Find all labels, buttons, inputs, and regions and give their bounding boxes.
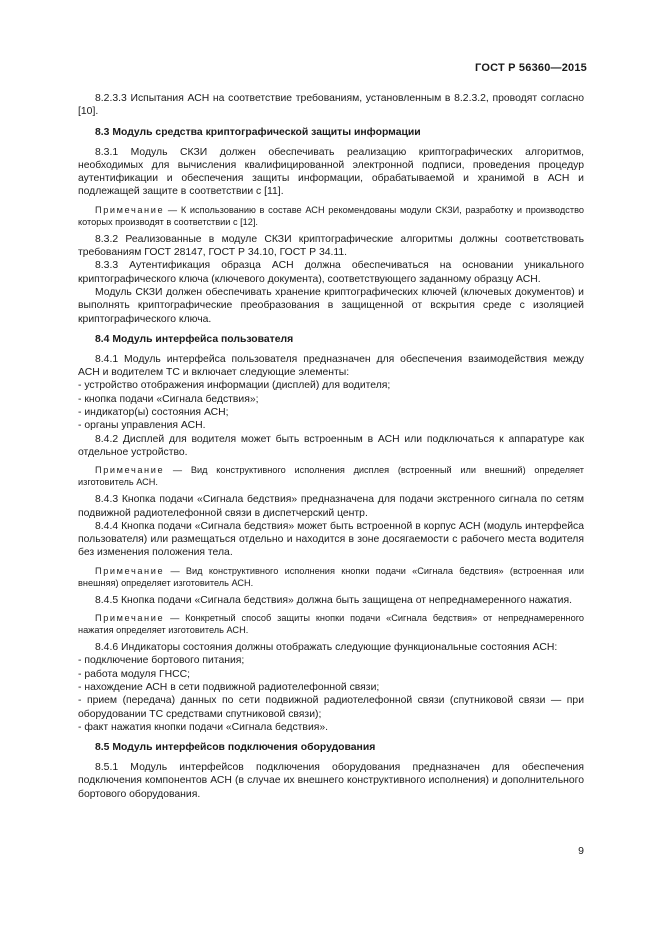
section-heading-8-3: 8.3 Модуль средства криптографической защиты информации: [95, 126, 421, 138]
paragraph-8-4-2: 8.4.2 Дисплей для водителя может быть встроенным в АСН или подключаться к аппаратуре как отдельное устройство.: [78, 433, 584, 458]
paragraph-skzi-storage: Модуль СКЗИ должен обеспечивать хранение криптографических ключей (ключевых документов) и выполнять криптографические преобразования в защищенной от вскрытия среде с изоляцией криптографического ключа.: [78, 286, 584, 325]
paragraph-8-4-5: 8.4.5 Кнопка подачи «Сигнала бедствия» должна быть защищена от непреднамеренного нажатия.: [95, 594, 572, 606]
paragraph-8-4-4: 8.4.4 Кнопка подачи «Сигнала бедствия» может быть встроенной в корпус АСН (модуль интерфейса пользователя) или размещаться отдельно и находится в зоне досягаемости с рабочего места водителя без изменения положения тела.: [78, 520, 584, 559]
note-text: — К использованию в составе АСН рекомендованы модули СКЗИ, разработку и производство которых производят в соответствии с [12].: [78, 204, 584, 227]
paragraph-8-4-6: 8.4.6 Индикаторы состояния должны отображать следующие функциональные состояния АСН:: [95, 642, 558, 654]
paragraph-8-3-3: 8.3.3 Аутентификация образца АСН должна обеспечиваться на основании уникального криптографического ключа (ключевого документа), соответствующего заданному образцу АСН.: [78, 260, 584, 285]
list-item: - прием (передача) данных по сети подвижной радиотелефонной связи (спутниковой связи — при оборудовании ТС средствами спутниковой связи);: [78, 695, 584, 720]
note-1: [78, 204, 584, 228]
note-label: Примечание: [95, 204, 165, 215]
list-item: - работа модуля ГНСС;: [78, 668, 191, 680]
paragraph-8-4-3: 8.4.3 Кнопка подачи «Сигнала бедствия» предназначена для подачи экстренного сигнала по сетям подвижной радиотелефонной связи в диспетчерский центр.: [78, 494, 584, 519]
note-text: — Вид конструктивного исполнения кнопки подачи «Сигнала бедствия» (встроенная или внешняя) определяет изготовитель АСН.: [78, 565, 584, 588]
note-4: [78, 612, 584, 636]
note-text: — Вид конструктивного исполнения дисплея (встроенный или внешний) определяет изготовитель АСН.: [78, 465, 584, 488]
list-item: - факт нажатия кнопки подачи «Сигнала бедствия».: [78, 721, 329, 733]
note-label: Примечание: [95, 565, 165, 576]
note-2: [78, 464, 584, 488]
note-text: — Конкретный способ защиты кнопки подачи «Сигнала бедствия» от непреднамеренного нажатия определяет изготовитель АСН.: [78, 613, 584, 636]
note-label: Примечание: [95, 465, 165, 476]
note-3: [78, 565, 584, 589]
paragraph-8-3-1: 8.3.1 Модуль СКЗИ должен обеспечивать реализацию криптографических алгоритмов, необходимых для вычисления квалифицированной электронной подписи, проведения процедур аутентификации и обеспечения защиты информации, обрабатываемой и хранимой в АСН и подлежащей защите в соответствии с [11].: [78, 146, 584, 198]
note-label: Примечание: [95, 613, 165, 624]
document-header: ГОСТ Р 56360—2015: [475, 62, 587, 74]
section-heading-8-4: 8.4 Модуль интерфейса пользователя: [95, 333, 294, 345]
list-item: - нахождение АСН в сети подвижной радиотелефонной связи;: [78, 681, 380, 693]
list-item: - органы управления АСН.: [78, 420, 206, 432]
paragraph-8-5-1: 8.5.1 Модуль интерфейсов подключения оборудования предназначен для обеспечения подключения компонентов АСН (в случае их внешнего конструктивного исполнения) и дополнительного бортового оборудования.: [78, 762, 584, 800]
list-item: - устройство отображения информации (дисплей) для водителя;: [78, 380, 391, 392]
paragraph-8-2-3-3: 8.2.3.3 Испытания АСН на соответствие требованиям, установленным в 8.2.3.2, проводят согласно [10].: [78, 93, 584, 118]
document-body: [78, 92, 584, 801]
list-item: - подключение бортового питания;: [78, 655, 245, 667]
section-heading-8-5: 8.5 Модуль интерфейсов подключения оборудования: [95, 742, 376, 754]
paragraph-8-4-1: 8.4.1 Модуль интерфейса пользователя предназначен для обеспечения взаимодействия между АСН и водителем ТС и включает следующие элементы:: [78, 353, 584, 379]
page-number: 9: [578, 845, 584, 857]
list-item: - кнопка подачи «Сигнала бедствия»;: [78, 393, 259, 405]
list-item: - индикатор(ы) состояния АСН;: [78, 407, 229, 419]
paragraph-8-3-2: 8.3.2 Реализованные в модуле СКЗИ криптографические алгоритмы должны соответствовать требованиям ГОСТ 28147, ГОСТ Р 34.10, ГОСТ Р 34.11.: [78, 233, 584, 259]
